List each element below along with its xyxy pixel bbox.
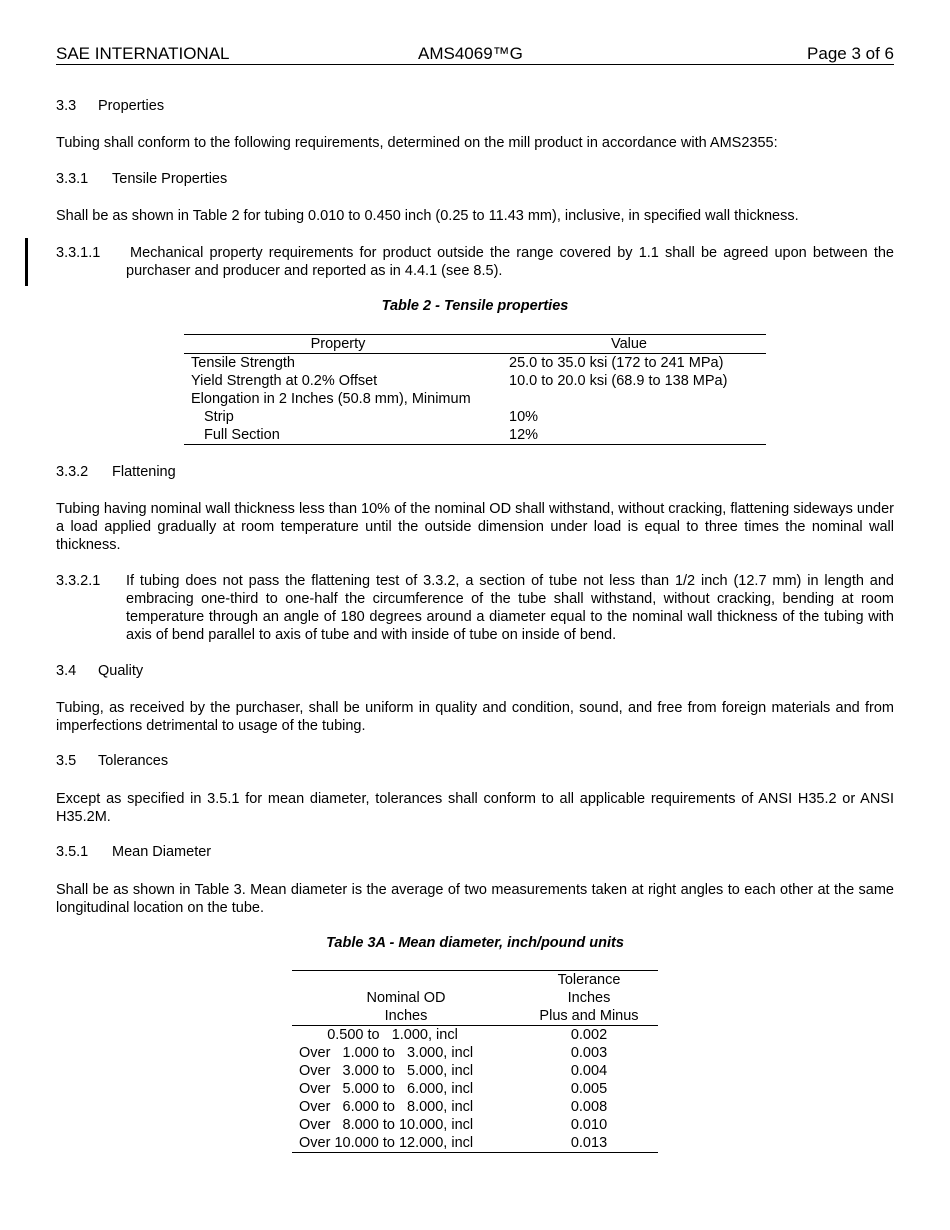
section-3-3-text: Tubing shall conform to the following requirements, determined on the mill product in accordance with AMS2355:: [56, 135, 778, 151]
table-2-tensile-properties: [184, 334, 766, 445]
section-3-3-heading: [56, 98, 164, 114]
section-number: 3.3.1.1: [56, 245, 101, 261]
tolerance-cell: 0.010: [570, 1117, 608, 1133]
table-row: [184, 372, 766, 390]
section-3-3-1-heading: [56, 171, 227, 187]
section-title: Tolerances: [98, 753, 169, 769]
section-number: 3.3.2.1: [56, 573, 101, 589]
section-3-5-heading: [56, 753, 168, 769]
section-title: Quality: [98, 663, 144, 679]
table-3a-caption: Table 3A - Mean diameter, inch/pound units: [326, 935, 624, 951]
section-3-3-1-1: [56, 244, 894, 280]
header-line: Inches: [567, 990, 611, 1006]
table-row: [292, 1062, 658, 1080]
od-range-cell: Over 3.000 to 5.000, incl: [299, 1063, 474, 1079]
section-3-4-heading: [56, 663, 143, 679]
section-title: Mean Diameter: [112, 844, 212, 860]
section-3-5-text: Except as specified in 3.5.1 for mean diameter, tolerances shall conform to all applicable requirements of ANSI H35.2 or ANSI H35.2M.: [56, 791, 894, 825]
section-text: If tubing does not pass the flattening test of 3.3.2, a section of tube not less than 1/2 inch (12.7 mm) in length and embracing one-third to one-half the circumference of the tube shall withstand, without cracking, bending at room temperature through an angle of 180 degrees around a diameter equal to the nominal wall thickness of the tubing with axis of bend parallel to axis of tube and with inside of tube on inside of bend.: [126, 573, 894, 643]
section-number: 3.5: [56, 753, 77, 769]
tolerance-cell: 0.002: [570, 1027, 608, 1043]
value-cell: [492, 390, 766, 408]
table-row: [292, 1098, 658, 1116]
property-cell: Yield Strength at 0.2% Offset: [191, 373, 378, 389]
table-row: [292, 1080, 658, 1098]
tolerance-cell: 0.008: [570, 1099, 608, 1115]
value-cell: 12%: [492, 426, 766, 445]
header-line: Nominal OD: [366, 990, 446, 1006]
table-2-caption: Table 2 - Tensile properties: [381, 298, 569, 314]
od-range-cell: Over 8.000 to 10.000, incl: [299, 1117, 474, 1133]
section-3-3-1-text: Shall be as shown in Table 2 for tubing 0.010 to 0.450 inch (0.25 to 11.43 mm), inclusive, in specified wall thickness.: [56, 208, 799, 224]
table-row: [184, 408, 766, 426]
column-header-nominal-od: [292, 971, 520, 1026]
property-cell: Tensile Strength: [191, 355, 295, 371]
section-3-3-2-text: Tubing having nominal wall thickness less than 10% of the nominal OD shall withstand, without cracking, flattening sideways under a load applied gradually at room temperature until the outside dimension under load is equal to three times the nominal wall thickness.: [56, 501, 894, 553]
table-row: [184, 390, 766, 408]
od-range-cell: Over 5.000 to 6.000, incl: [299, 1081, 474, 1097]
section-number: 3.3: [56, 98, 77, 114]
column-header-tolerance: [520, 971, 658, 1026]
revision-change-bar: [25, 238, 28, 286]
header-line: Plus and Minus: [539, 1008, 639, 1024]
property-cell: Full Section: [184, 426, 492, 445]
section-3-3-2-1: [56, 572, 894, 644]
tolerance-cell: 0.003: [570, 1045, 608, 1061]
section-number: 3.3.2: [56, 464, 89, 480]
section-number: 3.4: [56, 663, 77, 679]
table-row: [292, 1026, 658, 1045]
property-cell: Elongation in 2 Inches (50.8 mm), Minimum: [191, 391, 471, 407]
header-line: Inches: [384, 1008, 428, 1024]
section-title: Properties: [98, 98, 165, 114]
section-title: Flattening: [112, 464, 176, 480]
column-header-value: Value: [492, 335, 766, 354]
section-text: Mechanical property requirements for product outside the range covered by 1.1 shall be agreed upon between the purchaser and producer and reported as in 4.4.1 (see 8.5).: [126, 245, 894, 279]
table-row: [184, 426, 766, 445]
property-cell: Strip: [204, 409, 234, 425]
header-page-number: Page 3 of 6: [807, 44, 894, 63]
od-range-cell: Over 10.000 to 12.000, incl: [292, 1134, 520, 1153]
value-cell: 10.0 to 20.0 ksi (68.9 to 138 MPa): [509, 373, 728, 389]
section-title: Tensile Properties: [112, 171, 228, 187]
tolerance-cell: 0.013: [520, 1134, 658, 1153]
section-3-5-1-heading: [56, 844, 211, 860]
table-3a-mean-diameter: [292, 970, 658, 1153]
column-header-property: Property: [184, 335, 492, 354]
od-range-cell: 0.500 to 1.000, incl: [299, 1027, 458, 1043]
od-range-cell: Over 6.000 to 8.000, incl: [299, 1099, 474, 1115]
section-number: 3.3.1: [56, 171, 89, 187]
section-3-4-text: Tubing, as received by the purchaser, shall be uniform in quality and condition, sound, and free from foreign materials and from imperfections detrimental to usage of the tubing.: [56, 700, 894, 734]
tolerance-cell: 0.005: [570, 1081, 608, 1097]
value-cell: 10%: [509, 409, 539, 425]
tolerance-cell: 0.004: [570, 1063, 608, 1079]
table-row: [292, 1134, 658, 1153]
table-row: [292, 1116, 658, 1134]
header-org: SAE INTERNATIONAL: [56, 44, 230, 63]
table-row: [184, 354, 766, 373]
page-header: [56, 44, 894, 65]
header-doc-id: AMS4069™G: [418, 44, 523, 63]
section-3-5-1-text: Shall be as shown in Table 3. Mean diameter is the average of two measurements taken at right angles to each other at the same longitudinal location on the tube.: [56, 882, 894, 916]
table-row: [292, 1044, 658, 1062]
section-number: 3.5.1: [56, 844, 89, 860]
od-range-cell: Over 1.000 to 3.000, incl: [299, 1045, 474, 1061]
section-3-3-2-heading: [56, 464, 176, 480]
header-line: Tolerance: [557, 972, 621, 988]
value-cell: 25.0 to 35.0 ksi (172 to 241 MPa): [509, 355, 724, 371]
